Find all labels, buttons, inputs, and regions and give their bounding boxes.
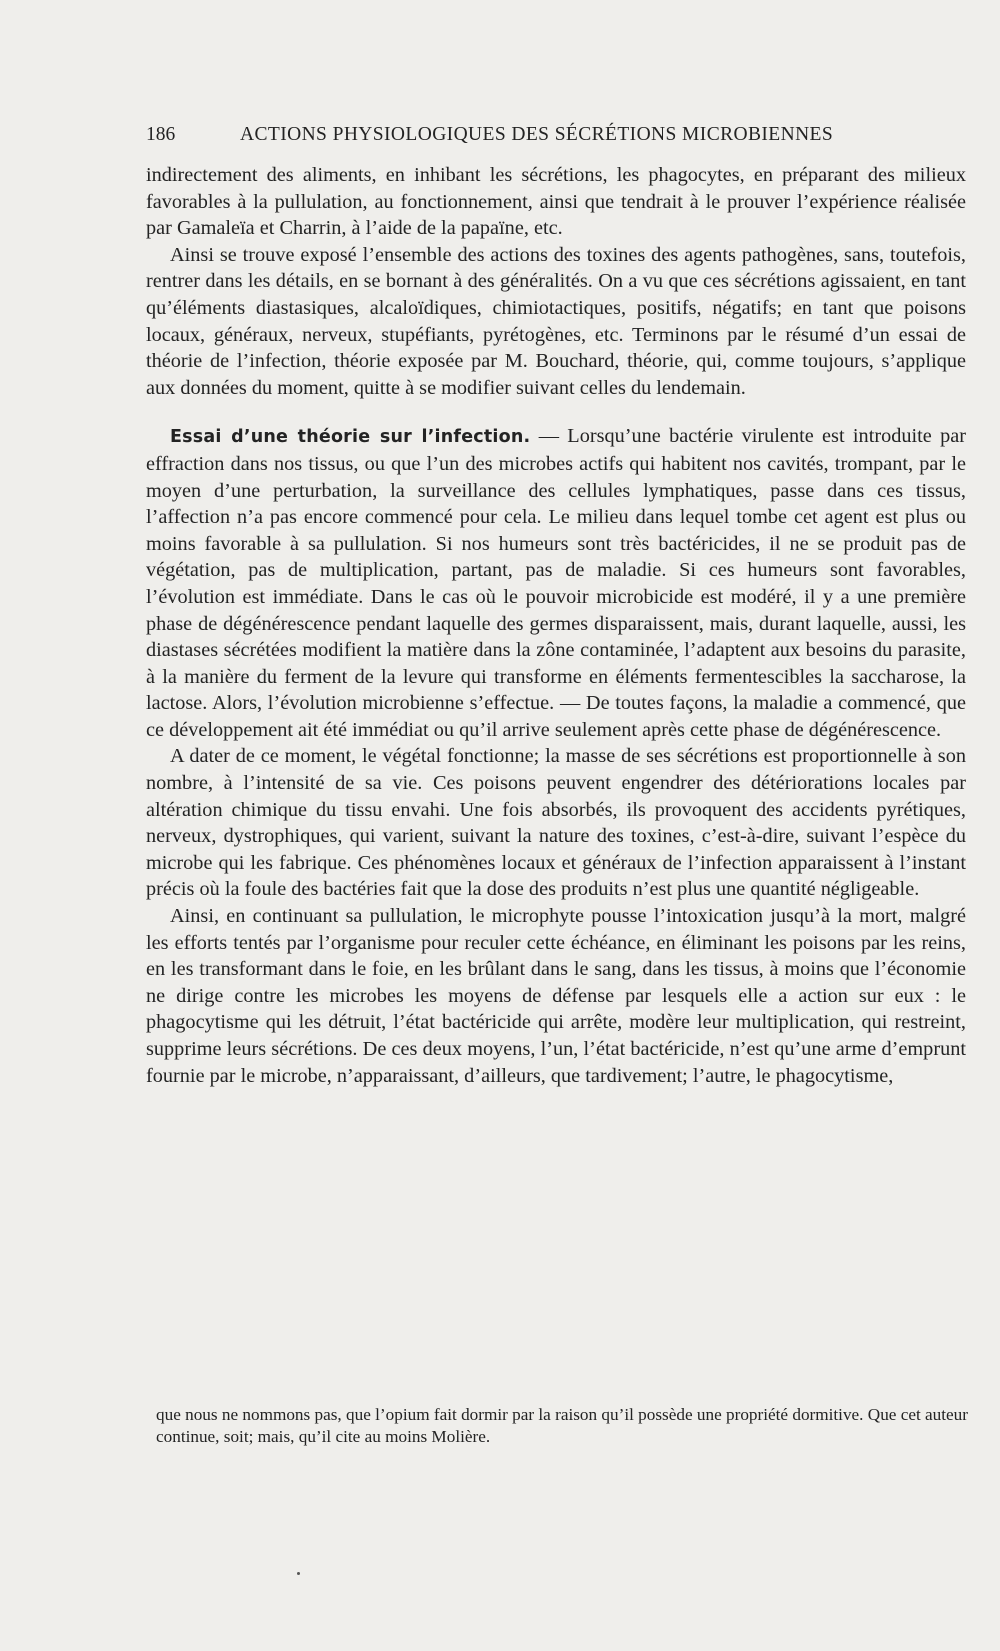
running-title: ACTIONS PHYSIOLOGIQUES DES SÉCRÉTIONS MICROBIENNES [240, 124, 834, 145]
paragraph-intoxication: Ainsi, en continuant sa pullulation, le microphyte pousse l’intoxication jusqu’à la mort, malgré les efforts tentés par l’organisme pour reculer cette échéance, en éliminant les poisons par les reins, en les transformant dans le foie, en les brûlant dans le sang, dans les tissus, à moins que l’économie ne dirige contre les microbes les moyens de défense par lesquels elle a action sur eux : le phagocytisme qui les détruit, l’état bactéricide qui arrête, modère leur multiplication, qui restreint, supprime leurs sécrétions. De ces deux moyens, l’un, l’état bactéricide, n’est qu’une arme d’emprunt fournie par le microbe, n’apparaissant, d’ailleurs, que tardivement; l’autre, le phagocytisme, [146, 905, 966, 1087]
section-first-paragraph-text: — Lorsqu’une bactérie virulente est introduite par effraction dans nos tissus, ou que l’un des microbes actifs qui habitent nos cavités, trompant, par le moyen d’une perturbation, la surveillance des cellules lymphatiques, passe dans ces tissus, l’affection n’a pas encore commencé pour cela. Le milieu dans lequel tombe cet agent est plus ou moins favorable à sa pullulation. Si nos humeurs sont très bactéricides, il ne se produit pas de végétation, pas de multiplication, partant, pas de maladie. Si ces humeurs sont favorables, l’évolution est immédiate. Dans le cas où le pouvoir microbicide est modéré, il y a une première phase de dégénérescence pendant laquelle des germes disparaissent, mais, durant laquelle, aussi, les diastases sécrétées modifient la matière dans la zône contaminée, l’adaptent aux besoins du parasite, à la manière du ferment de la levure qui transforme en éléments fermentescibles la saccharose, la lactose. Alors, l’évolution microbienne s’effectue. — De toutes façons, la maladie a commencé, que ce développement ait été immédiat ou qu’il arrive seulement après cette phase de dégénérescence. [146, 425, 967, 741]
page-number: 186 [146, 124, 176, 145]
paragraph-summary: Ainsi se trouve exposé l’ensemble des actions des toxines des agents pathogènes, sans, toutefois, rentrer dans les détails, en se bornant à des généralités. On a vu que ces sécrétions agissaient, en tant qu’éléments diastasiques, alcaloïdiques, chimiotactiques, positifs, négatifs; en tant que poisons locaux, généraux, nerveux, stupéfiants, pyrétogènes, etc. Terminons par le résumé d’un essai de théorie de l’infection, théorie exposée par M. Bouchard, théorie, qui, comme toujours, s’applique aux données du moment, quitte à se modifier suivant celles du lendemain. [146, 243, 966, 399]
body-text [146, 162, 966, 1089]
running-head [146, 122, 852, 148]
ink-speck [297, 1572, 300, 1575]
paragraph-secretions: A dater de ce moment, le végétal fonctionne; la masse de ses sécrétions est proportionnelle à son nombre, à l’intensité de sa vie. Ces poisons peuvent engendrer des détériorations locales par altération chimique du tissu envahi. Une fois absorbés, ils provoquent des accidents pyrétiques, nerveux, dystrophiques, qui varient, suivant la nature des toxines, c’est-à-dire, suivant l’espèce du microbe qui les fabrique. Ces phénomènes locaux et généraux de l’infection apparaissent à l’instant précis où la foule des bactéries fait que la dose des produits n’est plus une quantité négligeable. [146, 745, 966, 901]
section-title: Essai d’une théorie sur l’infection. [170, 427, 531, 448]
section-first-paragraph [146, 423, 966, 743]
paragraph-continuation: indirectement des aliments, en inhibant les sécrétions, les phagocytes, en préparant des milieux favorables à la pullulation, au fonctionnement, ainsi que tendrait à le prouver l’expérience réalisée par Gamaleïa et Charrin, à l’aide de la papaïne, etc. [146, 164, 966, 240]
footnote [156, 1404, 968, 1447]
footnote-text: que nous ne nommons pas, que l’opium fait dormir par la raison qu’il possède une propriété dormitive. Que cet auteur continue, soit; mais, qu’il cite au moins Molière. [156, 1405, 968, 1446]
